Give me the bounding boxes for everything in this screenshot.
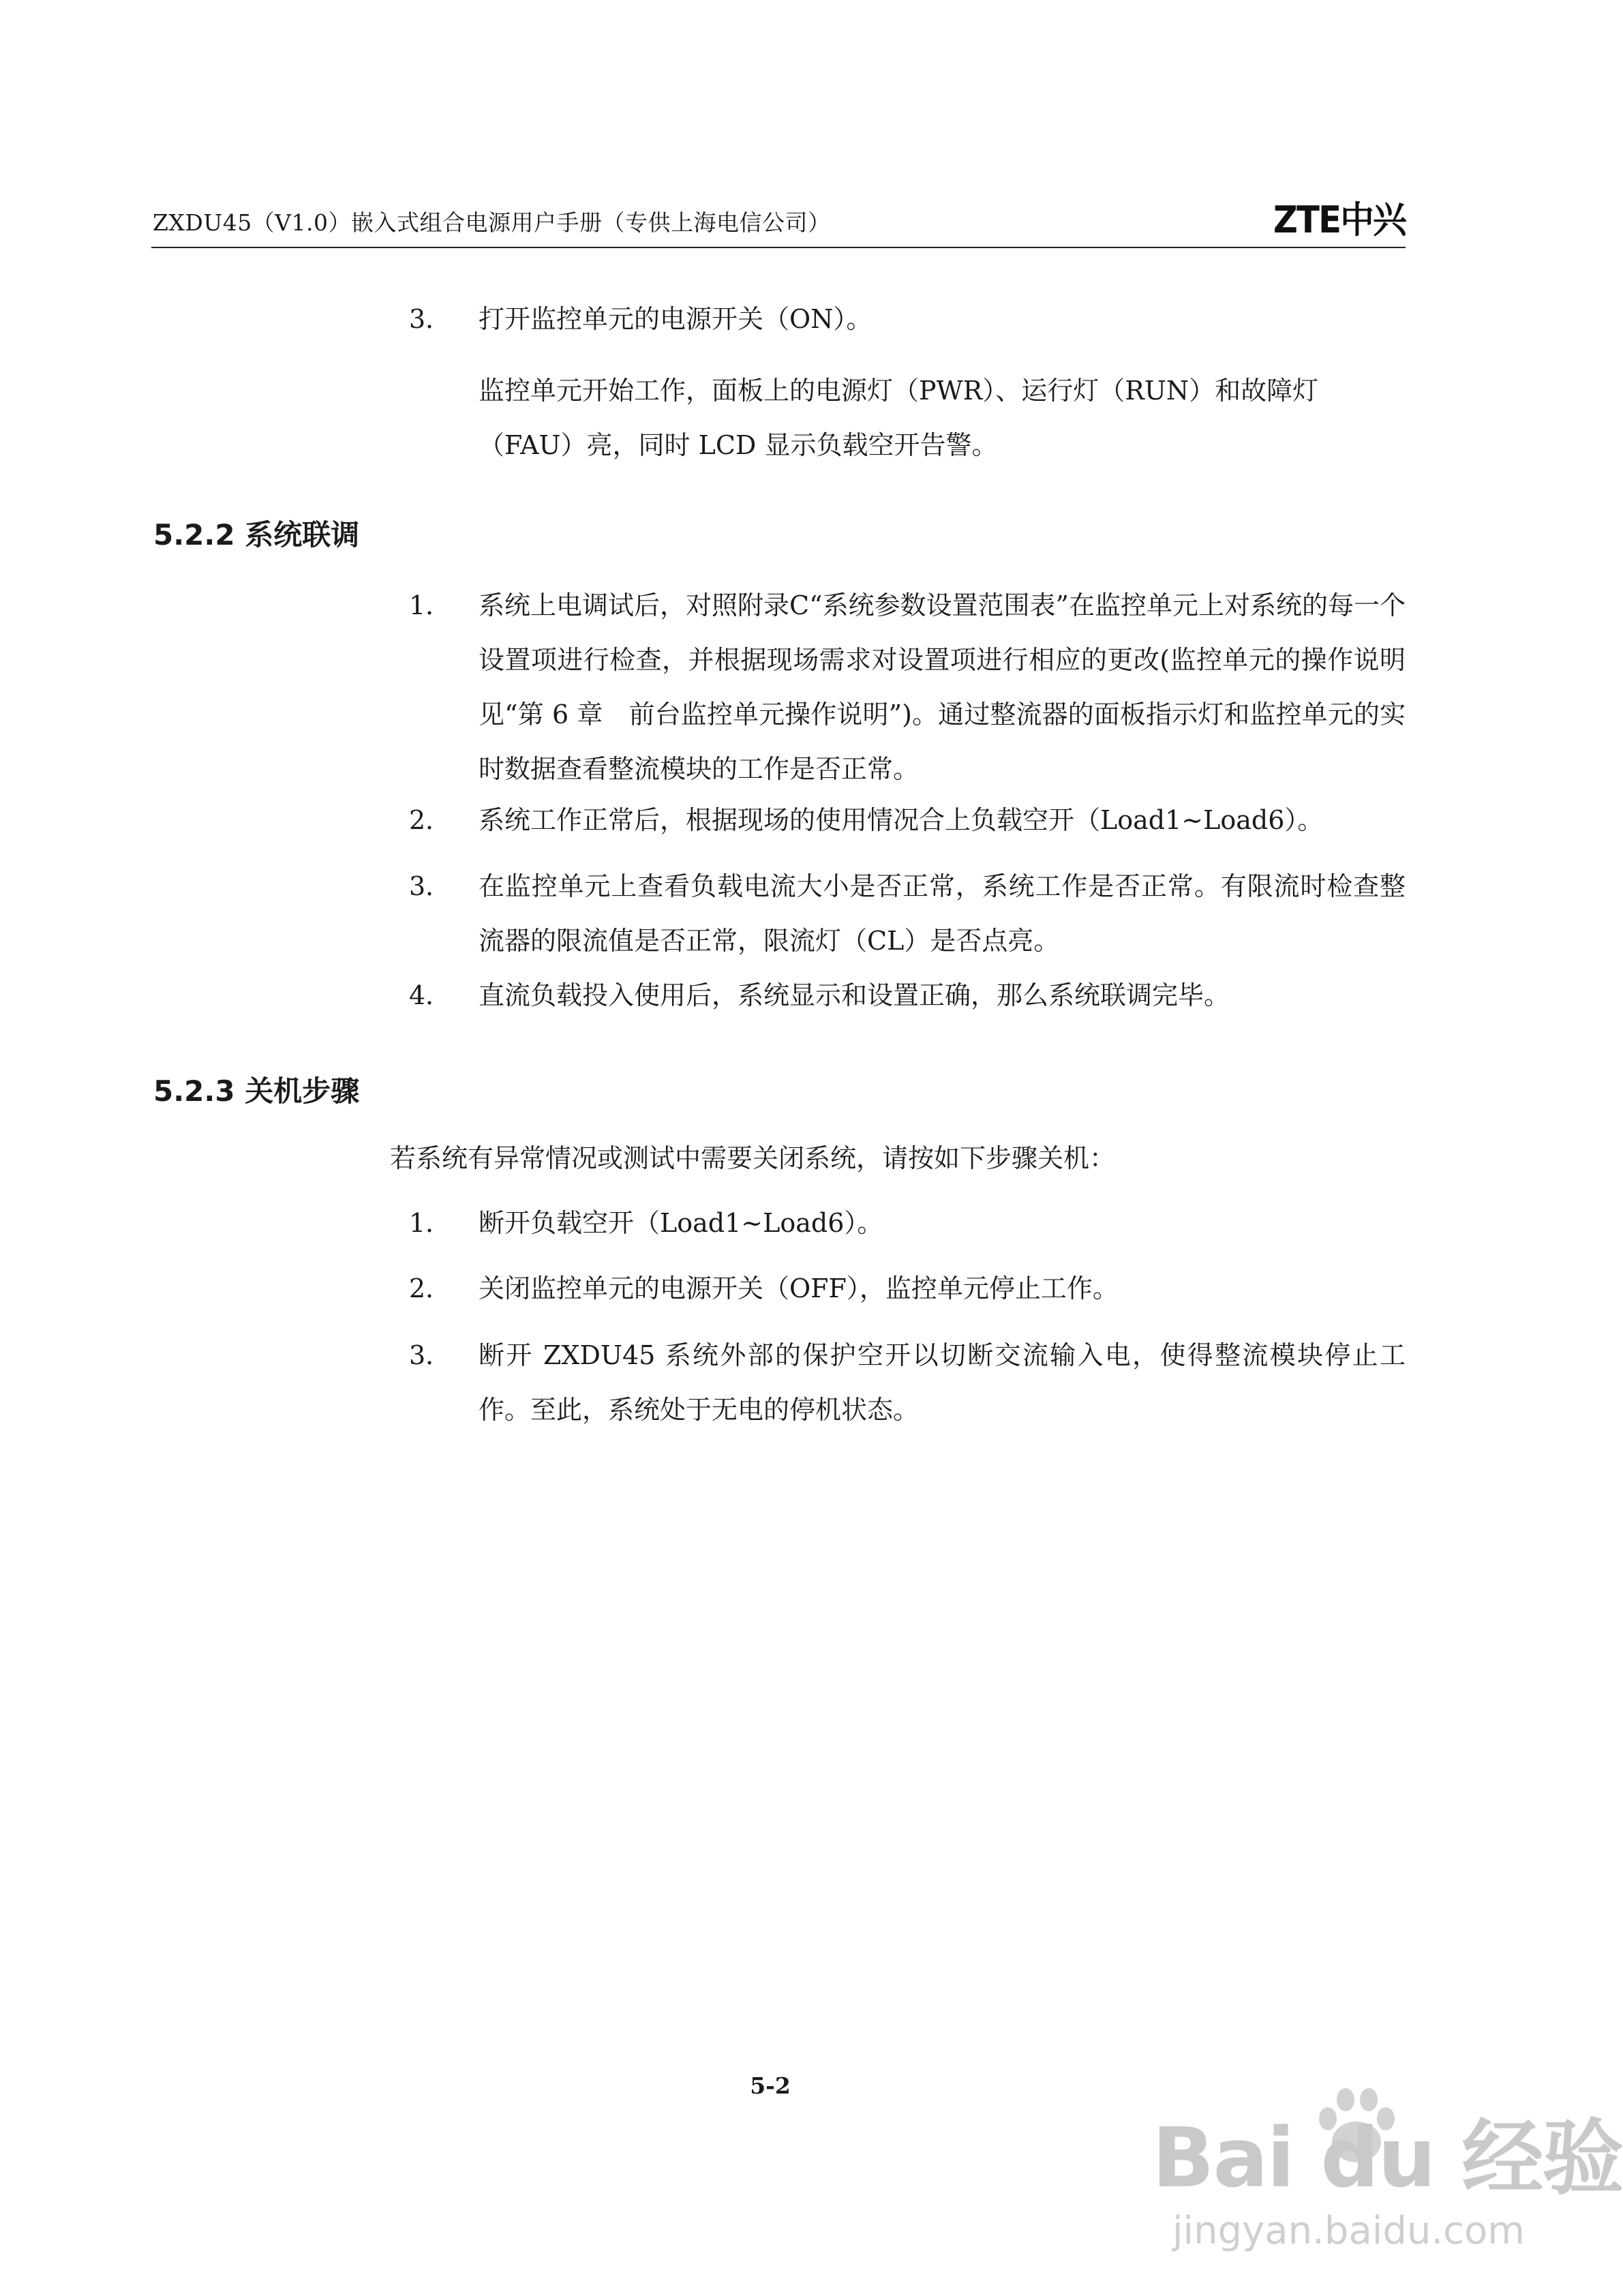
list-item-text: 系统上电调试后，对照附录C“系统参数设置范围表”在监控单元上对系统的每一个设置项进行检查，并根据现场需求对设置项进行相应的更改(监控单元的操作说明见“第 6 章 前台监控单元操作说明”)。通过整流器的面板指示灯和监控单元的实时数据查看整流模块的工作是否正常。: [479, 590, 1406, 784]
list-item-number: 3．: [409, 871, 452, 901]
list-item-number: 2．: [409, 1273, 452, 1303]
step-item: [0, 292, 1623, 346]
section-heading-5-2-2: 5.2.2 系统联调: [153, 518, 360, 552]
step-description: [479, 363, 1406, 472]
header-title: ZXDU45（V1.0）嵌入式组合电源用户手册（专供上海电信公司）: [153, 209, 831, 236]
list-item-text: 断开负载空开（Load1~Load6）。: [479, 1208, 883, 1238]
list-item: [0, 793, 1623, 847]
list-item-text: 关闭监控单元的电源开关（OFF），监控单元停止工作。: [479, 1273, 1119, 1303]
list-item-text: 系统工作正常后，根据现场的使用情况合上负载空开（Load1~Load6）。: [479, 805, 1324, 835]
page-number: 5-2: [750, 2072, 791, 2099]
list-item: [0, 1328, 1623, 1437]
zte-logo: ZTE中兴: [1273, 198, 1406, 241]
list-item-number: 1．: [409, 1208, 452, 1238]
list-item: [0, 968, 1623, 1023]
list-item-text: 断开 ZXDU45 系统外部的保护空开以切断交流输入电，使得整流模块停止工作。至此，系统处于无电的停机状态。: [479, 1340, 1406, 1425]
section-intro: 若系统有异常情况或测试中需要关闭系统，请按如下步骤关机：: [390, 1143, 1116, 1173]
list-item-number: 4．: [409, 980, 452, 1010]
step-description-line: （FAU）亮，同时 LCD 显示负载空开告警。: [479, 430, 998, 460]
watermark-url: jingyan.baidu.com: [1172, 2209, 1525, 2253]
section-heading-5-2-3: 5.2.3 关机步骤: [153, 1074, 360, 1108]
list-item: [0, 578, 1623, 803]
step-text: 打开监控单元的电源开关（ON）。: [479, 304, 873, 334]
step-number: 3．: [409, 304, 452, 334]
list-item: [0, 859, 1623, 968]
list-item-text: 直流负载投入使用后，系统显示和设置正确，那么系统联调完毕。: [479, 980, 1230, 1010]
page-header: [151, 184, 1406, 248]
baidu-jingyan-watermark: [1152, 2079, 1623, 2284]
list-item-number: 3．: [409, 1340, 452, 1370]
list-item-number: 1．: [409, 590, 452, 620]
step-description-line: 监控单元开始工作，面板上的电源灯（PWR）、运行灯（RUN）和故障灯: [479, 376, 1319, 406]
watermark-brand: Bai du 经验: [1152, 2111, 1623, 2206]
list-item: [0, 1196, 1623, 1250]
list-item-text: 在监控单元上查看负载电流大小是否正常，系统工作是否正常。有限流时检查整流器的限流值是否正常，限流灯（CL）是否点亮。: [479, 871, 1406, 956]
list-item-number: 2．: [409, 805, 452, 835]
list-item: [0, 1261, 1623, 1316]
